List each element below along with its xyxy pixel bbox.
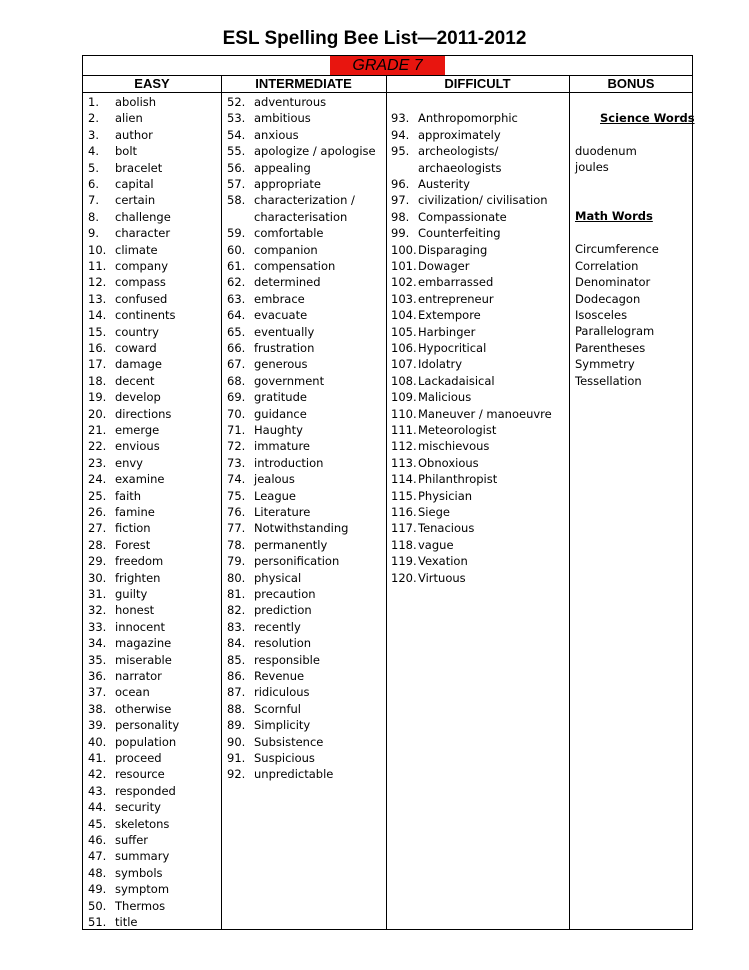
item-number: 4. <box>88 144 99 159</box>
item-word: compensation <box>254 259 336 273</box>
item-word: evacuate <box>254 308 308 323</box>
item-word: country <box>115 324 159 339</box>
item-number: 88. <box>227 701 246 716</box>
item-number: 59. <box>227 226 246 241</box>
item-word: Forest <box>115 537 151 552</box>
item-number: 22. <box>88 439 107 454</box>
item-word: entrepreneur <box>418 291 494 306</box>
item-number: 91. <box>227 751 246 765</box>
column-header-row <box>83 76 692 93</box>
item-number: 81. <box>227 587 246 601</box>
item-word: Vexation <box>418 554 468 569</box>
item-word: fiction <box>115 521 151 536</box>
spelling-table <box>82 55 693 930</box>
item-word: Literature <box>254 505 311 519</box>
item-word: archeologists/ <box>418 144 499 159</box>
bonus-word: Parallelogram <box>575 324 655 338</box>
item-word: responded <box>115 783 176 798</box>
item-word: Notwithstanding <box>254 521 349 536</box>
item-word: eventually <box>254 324 315 339</box>
item-number: 60. <box>227 242 246 257</box>
item-word: narrator <box>115 669 162 683</box>
item-word: Lackadaisical <box>418 373 495 388</box>
item-word: freedom <box>115 554 164 569</box>
item-word: ocean <box>115 685 150 700</box>
item-number: 55. <box>227 144 246 159</box>
item-word: Virtuous <box>418 570 466 585</box>
bonus-word: Denominator <box>575 275 651 289</box>
item-number: 17. <box>88 357 107 372</box>
item-number: 16. <box>88 341 107 355</box>
item-number: 37. <box>88 685 107 700</box>
item-word: certain <box>115 193 156 208</box>
item-word: develop <box>115 390 161 405</box>
item-word: apologize / apologise <box>254 144 376 159</box>
item-word: Physician <box>418 488 473 503</box>
item-word: mischievous <box>418 439 490 454</box>
item-number: 95. <box>391 144 410 159</box>
item-number: 54. <box>227 127 246 142</box>
item-word: ridiculous <box>254 685 310 700</box>
item-word: characterization / <box>254 193 355 208</box>
bonus-word: Symmetry <box>575 357 635 371</box>
item-number: 19. <box>88 390 107 405</box>
item-number: 12. <box>88 275 107 290</box>
item-word: Counterfeiting <box>418 226 501 241</box>
item-word: famine <box>115 505 155 519</box>
item-number: 66. <box>227 341 246 355</box>
item-word: character <box>115 226 171 241</box>
item-number: 24. <box>88 472 107 487</box>
item-number: 109. <box>391 390 417 405</box>
item-word: coward <box>115 341 157 355</box>
item-number: 68. <box>227 373 246 388</box>
item-number: 34. <box>88 636 107 651</box>
item-number: 114. <box>391 472 417 487</box>
item-number: 45. <box>88 816 107 831</box>
item-number: 20. <box>88 406 107 421</box>
item-number: 102. <box>391 275 417 290</box>
item-word: gratitude <box>254 390 307 405</box>
item-number: 39. <box>88 718 107 733</box>
item-number: 73. <box>227 455 246 470</box>
item-number: 93. <box>391 111 410 126</box>
item-number: 26. <box>88 505 107 519</box>
bonus-word: Tessellation <box>575 374 642 388</box>
item-number: 7. <box>88 193 99 208</box>
item-word: Philanthropist <box>418 472 498 487</box>
item-word: Simplicity <box>254 718 311 733</box>
item-word: Scornful <box>254 701 302 716</box>
item-word: symptom <box>115 882 170 897</box>
easy-column-header: EASY <box>134 76 170 91</box>
item-number: 104. <box>391 308 417 323</box>
item-number: 49. <box>88 882 107 897</box>
item-word: Extempore <box>418 308 481 323</box>
item-word: comfortable <box>254 226 324 241</box>
item-word: company <box>115 259 169 273</box>
grade-label: GRADE 7 <box>330 56 444 75</box>
item-number: 89. <box>227 718 246 733</box>
item-word: directions <box>115 406 172 421</box>
item-word: embrace <box>254 291 305 306</box>
item-number: 6. <box>88 177 99 191</box>
item-number: 85. <box>227 652 246 667</box>
item-word: resource <box>115 767 165 782</box>
item-number: 65. <box>227 324 246 339</box>
column-divider <box>386 76 387 929</box>
item-word: skeletons <box>115 816 170 831</box>
item-word: anxious <box>254 127 299 142</box>
item-word: introduction <box>254 455 324 470</box>
item-word: characterisation <box>254 209 348 224</box>
item-number: 86. <box>227 669 246 683</box>
item-word: generous <box>254 357 308 372</box>
item-number: 110. <box>391 406 417 421</box>
item-word: civilization/ civilisation <box>418 193 548 208</box>
item-word: confused <box>115 291 168 306</box>
item-number: 97. <box>391 193 410 208</box>
item-number: 31. <box>88 587 107 601</box>
item-word: suffer <box>115 833 149 847</box>
item-number: 35. <box>88 652 107 667</box>
item-number: 64. <box>227 308 246 323</box>
item-word: Austerity <box>418 177 470 191</box>
item-word: responsible <box>254 652 320 667</box>
item-word: determined <box>254 275 321 290</box>
item-word: physical <box>254 570 302 585</box>
item-word: envious <box>115 439 160 454</box>
item-word: Thermos <box>115 898 166 913</box>
item-word: Revenue <box>254 669 305 683</box>
item-word: damage <box>115 357 162 372</box>
item-word: Malicious <box>418 390 472 405</box>
bonus-word: Circumference <box>575 242 659 256</box>
item-word: adventurous <box>254 95 327 109</box>
item-word: innocent <box>115 619 166 634</box>
item-word: League <box>254 488 296 503</box>
item-number: 80. <box>227 570 246 585</box>
item-number: 1. <box>88 95 99 109</box>
item-word: guilty <box>115 587 148 601</box>
item-number: 112. <box>391 439 417 454</box>
item-number: 76. <box>227 505 246 519</box>
item-word: Suspicious <box>254 751 315 765</box>
item-number: 101. <box>391 259 417 273</box>
item-number: 107. <box>391 357 417 372</box>
item-word: symbols <box>115 865 163 880</box>
bonus-word: Parentheses <box>575 341 646 355</box>
item-number: 116. <box>391 505 417 519</box>
item-number: 78. <box>227 537 246 552</box>
item-number: 108. <box>391 373 417 388</box>
item-number: 98. <box>391 209 410 224</box>
item-word: alien <box>115 111 143 126</box>
item-number: 28. <box>88 537 107 552</box>
item-number: 42. <box>88 767 107 782</box>
item-word: emerge <box>115 423 160 437</box>
item-number: 111. <box>391 423 417 437</box>
item-number: 27. <box>88 521 107 536</box>
item-word: compass <box>115 275 166 290</box>
item-number: 9. <box>88 226 99 241</box>
item-word: appropriate <box>254 177 322 191</box>
item-word: security <box>115 800 161 815</box>
item-number: 115. <box>391 488 417 503</box>
item-word: immature <box>254 439 310 454</box>
item-number: 117. <box>391 521 417 536</box>
item-word: frustration <box>254 341 315 355</box>
science-words-heading: Science Words <box>600 111 695 125</box>
item-word: challenge <box>115 209 171 224</box>
item-number: 96. <box>391 177 410 191</box>
item-number: 94. <box>391 127 410 142</box>
item-number: 118. <box>391 537 417 552</box>
item-number: 79. <box>227 554 246 569</box>
item-word: prediction <box>254 603 312 618</box>
item-word: recently <box>254 619 301 634</box>
grade-row <box>83 56 692 76</box>
bonus-word: joules <box>575 160 609 174</box>
column-divider <box>569 76 570 929</box>
item-number: 87. <box>227 685 246 700</box>
item-number: 32. <box>88 603 107 618</box>
item-number: 47. <box>88 849 107 864</box>
item-number: 90. <box>227 734 246 749</box>
item-word: government <box>254 373 325 388</box>
item-word: ambitious <box>254 111 311 126</box>
item-word: approximately <box>418 127 501 142</box>
item-word: archaeologists <box>418 160 502 175</box>
intermediate-column-header: INTERMEDIATE <box>255 76 352 91</box>
item-number: 48. <box>88 865 107 880</box>
item-number: 46. <box>88 833 107 847</box>
item-number: 106. <box>391 341 417 355</box>
item-number: 56. <box>227 160 246 175</box>
item-number: 120. <box>391 570 417 585</box>
bonus-word: Correlation <box>575 259 639 273</box>
item-number: 50. <box>88 898 107 913</box>
item-word: vague <box>418 537 454 552</box>
item-number: 82. <box>227 603 246 618</box>
item-word: precaution <box>254 587 316 601</box>
item-number: 13. <box>88 291 107 306</box>
item-number: 44. <box>88 800 107 815</box>
bonus-word: Dodecagon <box>575 292 641 306</box>
item-number: 43. <box>88 783 107 798</box>
item-word: Compassionate <box>418 209 507 224</box>
item-word: abolish <box>115 95 157 109</box>
item-word: Idolatry <box>418 357 463 372</box>
difficult-column-header: DIFFICULT <box>444 76 511 91</box>
item-number: 61. <box>227 259 246 273</box>
item-number: 92. <box>227 767 246 782</box>
item-number: 52. <box>227 95 246 109</box>
item-number: 10. <box>88 242 107 257</box>
item-number: 5. <box>88 160 99 175</box>
item-number: 41. <box>88 751 107 765</box>
item-word: faith <box>115 488 142 503</box>
bonus-word: Isosceles <box>575 308 628 322</box>
math-words-heading: Math Words <box>575 209 653 223</box>
item-number: 105. <box>391 324 417 339</box>
item-word: author <box>115 127 153 142</box>
item-word: honest <box>115 603 155 618</box>
item-number: 62. <box>227 275 246 290</box>
item-number: 33. <box>88 619 107 634</box>
item-word: Disparaging <box>418 242 488 257</box>
item-number: 103. <box>391 291 417 306</box>
item-word: personality <box>115 718 180 733</box>
item-word: appealing <box>254 160 311 175</box>
item-number: 77. <box>227 521 246 536</box>
item-word: Hypocritical <box>418 341 487 355</box>
item-word: miserable <box>115 652 172 667</box>
item-word: summary <box>115 849 170 864</box>
item-word: Obnoxious <box>418 455 479 470</box>
item-number: 69. <box>227 390 246 405</box>
item-number: 18. <box>88 373 107 388</box>
item-word: Anthropomorphic <box>418 111 518 126</box>
item-number: 53. <box>227 111 246 126</box>
item-number: 30. <box>88 570 107 585</box>
item-word: otherwise <box>115 701 172 716</box>
item-word: Maneuver / manoeuvre <box>418 406 552 421</box>
item-word: bracelet <box>115 160 163 175</box>
item-number: 51. <box>88 915 107 929</box>
item-word: magazine <box>115 636 172 651</box>
item-number: 25. <box>88 488 107 503</box>
item-number: 70. <box>227 406 246 421</box>
item-number: 119. <box>391 554 417 569</box>
item-word: bolt <box>115 144 138 159</box>
item-number: 113. <box>391 455 417 470</box>
item-number: 40. <box>88 734 107 749</box>
item-word: envy <box>115 455 143 470</box>
item-number: 38. <box>88 701 107 716</box>
bonus-word: duodenum <box>575 144 637 158</box>
item-number: 84. <box>227 636 246 651</box>
item-word: companion <box>254 242 318 257</box>
item-number: 8. <box>88 209 99 224</box>
item-word: jealous <box>254 472 295 487</box>
bonus-column-header: BONUS <box>607 76 655 91</box>
item-number: 2. <box>88 111 99 126</box>
item-number: 72. <box>227 439 246 454</box>
item-word: guidance <box>254 406 307 421</box>
item-word: Harbinger <box>418 324 476 339</box>
item-number: 14. <box>88 308 107 323</box>
item-word: capital <box>115 177 154 191</box>
item-number: 75. <box>227 488 246 503</box>
item-number: 21. <box>88 423 107 437</box>
item-word: title <box>115 915 138 929</box>
item-number: 36. <box>88 669 107 683</box>
item-number: 58. <box>227 193 246 208</box>
item-word: continents <box>115 308 176 323</box>
item-word: Dowager <box>418 259 470 273</box>
column-divider <box>221 76 222 929</box>
item-number: 15. <box>88 324 107 339</box>
item-number: 57. <box>227 177 246 191</box>
item-number: 100. <box>391 242 417 257</box>
item-word: Tenacious <box>418 521 475 536</box>
item-word: Haughty <box>254 423 303 437</box>
item-word: permanently <box>254 537 328 552</box>
item-number: 63. <box>227 291 246 306</box>
item-word: unpredictable <box>254 767 334 782</box>
page-title: ESL Spelling Bee List—2011-2012 <box>222 28 527 49</box>
item-number: 67. <box>227 357 246 372</box>
item-word: Meteorologist <box>418 423 497 437</box>
item-word: population <box>115 734 177 749</box>
item-word: proceed <box>115 751 162 765</box>
item-number: 74. <box>227 472 246 487</box>
item-number: 71. <box>227 423 246 437</box>
item-word: examine <box>115 472 165 487</box>
item-word: Siege <box>418 505 450 519</box>
item-number: 3. <box>88 127 99 142</box>
item-word: Subsistence <box>254 734 324 749</box>
item-word: frighten <box>115 570 161 585</box>
item-word: decent <box>115 373 155 388</box>
item-word: climate <box>115 242 158 257</box>
item-word: personification <box>254 554 340 569</box>
item-word: embarrassed <box>418 275 494 290</box>
item-number: 23. <box>88 455 107 470</box>
item-word: resolution <box>254 636 312 651</box>
item-number: 29. <box>88 554 107 569</box>
item-number: 83. <box>227 619 246 634</box>
item-number: 99. <box>391 226 410 241</box>
item-number: 11. <box>88 259 107 273</box>
